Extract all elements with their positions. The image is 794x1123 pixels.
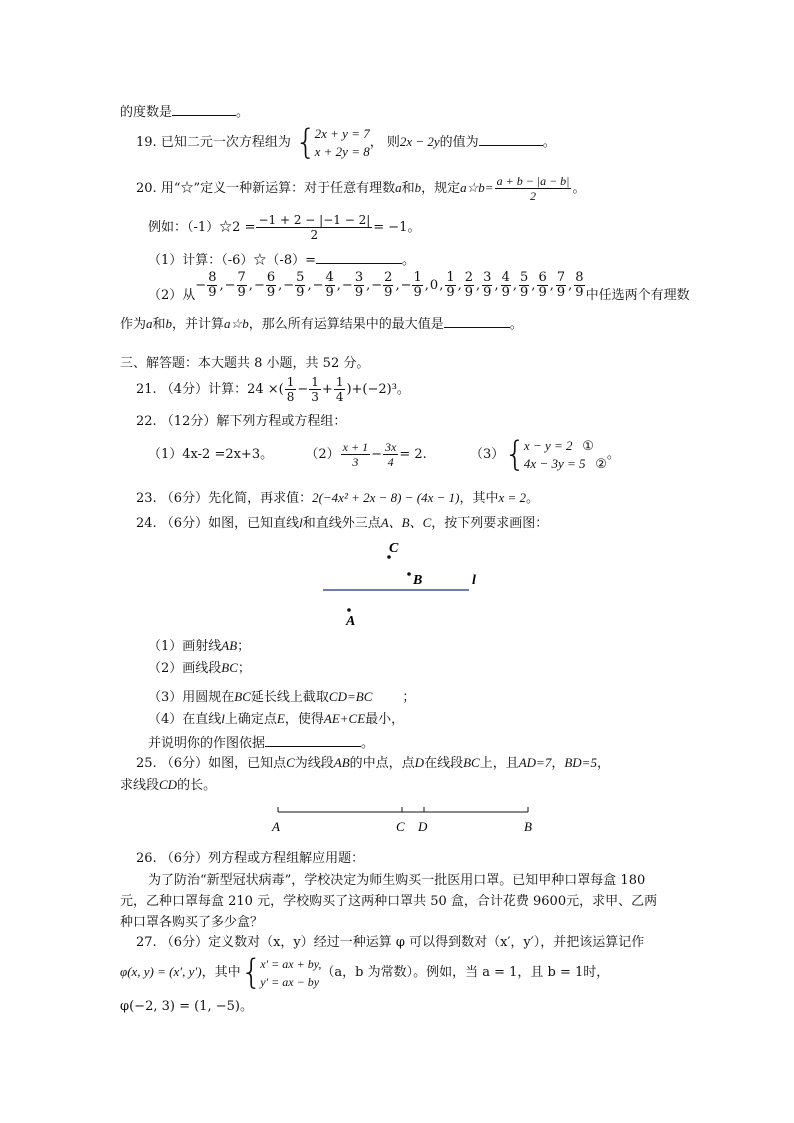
q24-s4e: E <box>276 711 285 726</box>
q27-eq2: y′ = ax − by <box>260 974 320 989</box>
fraction-item: $\frac{4}{9}$ <box>501 270 510 300</box>
q23-expr: 2(−4x² + 2x − 8) − (4x − 1) <box>312 490 460 505</box>
q27-phi: φ(x, y) = (x′, y′) <box>120 964 202 979</box>
q20-ex-den: 2 <box>310 228 319 242</box>
q25-bd: BD=5 <box>564 755 597 770</box>
q24-s3e: ； <box>402 690 416 705</box>
q26-line4: 种口罩各购买了多少盒？ <box>120 915 264 930</box>
circled-one-icon: ① <box>582 437 594 453</box>
q20-p2-lead: （2）从 <box>148 288 196 303</box>
q20-p1-text: （1）计算：（-6）☆（-8）= <box>148 253 316 268</box>
q22-part1: （1）4x-2 =2x+3。 <box>148 447 274 462</box>
fraction-item: − $\frac{1}{9}$ <box>400 270 422 300</box>
q20-lead: 用“☆”定义一种新运算：对于任意有理数 <box>160 181 396 196</box>
q20-p2-end: ，那么所有运算结果中的最大值是 <box>248 317 444 332</box>
q24-s3v: BC <box>234 689 251 704</box>
point-b <box>407 572 411 576</box>
q20-p2-expr: a☆b <box>224 316 249 331</box>
q21-expr-a: 24 ×( <box>247 382 284 397</box>
q24-s4: （4）在直线 <box>148 712 222 727</box>
q19-mid: ， 则 <box>369 135 400 150</box>
question-24 <box>136 514 548 533</box>
q21-f3-den: 4 <box>335 390 344 404</box>
fraction-item: $\frac{1}{9}$ <box>446 270 455 300</box>
q24-mid: 和直线外三点 <box>302 516 381 531</box>
q23-text: 23. （6分）先化简，再求值： <box>136 491 313 506</box>
q24-tail: ，按下列要求画图： <box>431 516 549 531</box>
label-b: B <box>413 573 423 588</box>
fraction-list: − $\frac{8}{9}$ ,− $\frac{7}{9}$ ,− $\frac{6}{9}$ ,− $\frac{5}{9}$ ,− $\frac{4}{9}$ ,− $\frac{3}{9}$ ,− $\frac{2}{9}$ ,− $\frac{1}{9}$ ,0, $\frac{1}{9}$ , $\frac{2}{9}$ , $\frac{3}{9}$ , $\frac{4}{9}$ , $\frac{5}{9}$ , $\frac{6}{9}$ , $\frac{7}{9}$ , $\frac{8}{9}$ <box>195 270 584 300</box>
q22-part3-label: （3） <box>470 447 505 462</box>
fraction-item: $\frac{5}{9}$ <box>520 270 529 300</box>
q20-p2-tail: 中任选两个有理数 <box>585 288 690 303</box>
answer-blank <box>265 732 361 747</box>
q25-comma: ， <box>551 756 565 771</box>
brace-icon: { <box>240 952 263 993</box>
q24-s2e: ； <box>237 661 251 676</box>
q24-s1v: AB <box>221 638 238 653</box>
top-text: 的度数是 <box>120 105 173 120</box>
fraction-item: $\frac{7}{9}$ <box>556 270 566 300</box>
q24-s4m: 上确定点 <box>224 712 277 727</box>
q20-example <box>148 208 420 248</box>
q22-p2-f2-num: 3x <box>385 440 397 454</box>
q20-p2-dot: 。 <box>509 317 523 332</box>
q23-cond: x = 2 <box>498 490 527 505</box>
q25-cd: CD <box>159 777 178 792</box>
q24-s4z: 最小， <box>365 712 405 727</box>
q19-tail: 的值为 <box>439 135 479 150</box>
q23-end: 。 <box>526 491 540 506</box>
q24-step5 <box>148 732 374 753</box>
q25-line2-text: 求线段 <box>120 778 160 793</box>
brace-icon: { <box>294 122 317 163</box>
fraction-item: $\frac{3}{9}$ <box>483 270 492 300</box>
q21-f2-num: 1 <box>311 375 319 389</box>
q24-s3m: 延长线上截取 <box>250 690 329 705</box>
q23-tail: ，其中 <box>459 491 499 506</box>
q21-plus: + <box>321 382 333 397</box>
question-21 <box>136 372 410 408</box>
fraction-item: $\frac{6}{9}$ <box>538 270 547 300</box>
q25-dd: 在线段 <box>424 756 464 771</box>
q21-f1-num: 1 <box>286 375 295 389</box>
answer-blank <box>444 313 510 328</box>
q20-p2-a: a <box>146 316 153 331</box>
q19-end: 。 <box>542 135 556 150</box>
circled-two-icon: ② <box>595 455 607 471</box>
q24-s1: （1）画射线 <box>148 639 222 654</box>
question-22: 22. （12分）解下列方程或方程组： <box>136 414 347 429</box>
q21-f3-num: 1 <box>335 375 344 389</box>
question-23 <box>136 489 539 508</box>
q24-step1 <box>148 637 250 656</box>
q25-ab: AB <box>333 755 350 770</box>
q20-and: 和 <box>401 181 415 196</box>
q27-line3: φ(−2, 3) = (1, −5)。 <box>120 999 253 1014</box>
q24-s4c: AE+CE <box>323 711 366 726</box>
q25-line2 <box>120 776 216 795</box>
fraction-item: − $\frac{5}{9}$ <box>283 270 305 300</box>
q20-part2-line2 <box>120 313 523 334</box>
q24-s5: 并说明你的作图依据 <box>148 736 266 751</box>
question-20 <box>136 168 586 209</box>
q24-s3: （3）用圆规在 <box>148 690 235 705</box>
q24-pts: A、B、C <box>380 515 432 530</box>
q24-step4 <box>148 710 404 729</box>
q24-s4l: l <box>221 711 225 726</box>
q25-c: C <box>286 755 295 770</box>
q25-ad: AD=7 <box>518 755 552 770</box>
q20-rule: ，规定 <box>421 181 461 196</box>
q24-s2v: BC <box>221 660 238 675</box>
answer-blank <box>172 101 236 116</box>
section-3-heading: 三、解答题：本大题共 8 小题，共 52 分。 <box>120 356 370 371</box>
label-l: l <box>472 573 476 588</box>
q22-part3 <box>470 433 620 477</box>
q20-ex-num: −1 + 2 − |−1 − 2| <box>258 213 371 227</box>
q22-p2-f1-den: 3 <box>352 455 359 469</box>
q22-p3-end: 。 <box>606 447 620 462</box>
q25-comma2: ， <box>596 756 610 771</box>
fraction-item: − $\frac{3}{9}$ <box>341 270 364 300</box>
q20-number: 20. <box>136 181 157 196</box>
q21-minus: − <box>297 382 309 397</box>
q22-p2-minus: − <box>371 447 383 462</box>
q24-figure <box>300 536 520 631</box>
q27-line2 <box>120 952 609 993</box>
top-line <box>120 101 249 122</box>
top-end: 。 <box>236 105 250 120</box>
q20-end: 。 <box>572 181 586 196</box>
q20-p2-b: b <box>165 316 173 331</box>
q20-def: a☆b= <box>460 180 494 195</box>
q24-s1e: ； <box>237 639 251 654</box>
q20-p2-mid: ，并计算 <box>172 317 225 332</box>
fraction-item: − $\frac{7}{9}$ <box>224 270 246 300</box>
question-25 <box>136 754 610 773</box>
q22-p3-eq1: x − y = 2 <box>523 437 573 453</box>
q20-a: a <box>395 180 402 195</box>
q21-f2-den: 3 <box>311 390 319 404</box>
q24-text: 24. （6分）如图，已知直线 <box>136 516 300 531</box>
fraction-item: − $\frac{8}{9}$ <box>195 270 217 300</box>
q24-step3 <box>148 688 415 707</box>
label-c: C <box>396 819 405 834</box>
fraction-item: − $\frac{4}{9}$ <box>312 270 334 300</box>
q27-eq1: x′ = ax + by, <box>260 956 322 971</box>
q20-frac-den: 2 <box>530 189 537 203</box>
q25-e: 上，且 <box>479 756 519 771</box>
q21-tail: )+(−2)³。 <box>346 382 410 397</box>
label-c: C <box>389 541 399 556</box>
fraction-item: $\frac{8}{9}$ <box>575 270 584 300</box>
q26-line2: 为了防治“新型冠状病毒”，学校决定为师生购买一批医用口罩。已知甲种口罩每盒 180 <box>148 873 646 888</box>
label-b: B <box>524 819 532 834</box>
point-a <box>347 608 351 612</box>
q24-l: l <box>299 515 303 530</box>
fraction-item: − $\frac{6}{9}$ <box>253 270 276 300</box>
q20-p1-end: 。 <box>402 253 416 268</box>
question-19 <box>136 122 556 163</box>
q22-p2-f1-num: x + 1 <box>342 440 369 454</box>
brace-icon: { <box>504 434 526 475</box>
question-27: 27. （6分）定义数对（x，y）经过一种运算 φ 可以得到数对（x′，y′），并把该运算记作 <box>136 935 645 950</box>
q19-eq2: x + 2y = 8 <box>314 143 370 159</box>
q26-line3: 元，乙种口罩每盒 210 元，学校购买了这两种口罩共 50 盒，合计花费 9600元，求甲、乙两 <box>120 894 658 909</box>
q20-p2-line2: 作为 <box>120 317 147 332</box>
q21-text: 21. （4分）计算： <box>136 382 248 397</box>
q20-p2-and: 和 <box>152 317 166 332</box>
q24-s4t: ，使得 <box>284 712 324 727</box>
q24-s5e: 。 <box>361 736 375 751</box>
q25-line2-end: 的长。 <box>177 778 217 793</box>
q25-bc: BC <box>463 755 480 770</box>
answer-blank <box>316 249 402 264</box>
q19-lead: 已知二元一次方程组为 <box>160 135 291 150</box>
q25-a: 25. （6分）如图，已知点 <box>136 756 287 771</box>
q20-part2 <box>148 266 690 316</box>
q19-eq1: 2x + y = 7 <box>314 125 370 141</box>
answer-blank <box>479 131 543 146</box>
q20-frac-num: a + b − |a − b| <box>496 174 570 188</box>
q20-ex-res: = −1。 <box>373 220 421 235</box>
q25-figure <box>266 804 546 836</box>
q24-s3c: CD=BC <box>328 689 373 704</box>
label-a: A <box>272 819 280 834</box>
q27-where: ，其中 <box>201 965 241 980</box>
q22-parts <box>148 435 427 475</box>
q20-example-text: 例如：（-1）☆2 = <box>148 220 256 235</box>
fraction-item: − $\frac{2}{9}$ <box>371 270 393 300</box>
fraction-item: 0 <box>429 278 439 293</box>
q22-part2-label: （2） <box>305 447 340 462</box>
q25-b: 为线段 <box>294 756 334 771</box>
q27-tail: （a，b 为常数）。例如，当 a = 1，且 b = 1时， <box>321 965 610 980</box>
q22-p2-tail: = 2. <box>399 447 427 462</box>
q22-p3-eq2: 4x − 3y = 5 <box>523 455 586 471</box>
question-26: 26. （6分）列方程或方程组解应用题： <box>136 851 365 866</box>
label-d: D <box>418 819 428 834</box>
q22-p2-f2-den: 4 <box>387 455 394 469</box>
fraction-item: $\frac{2}{9}$ <box>464 270 474 300</box>
q24-s2: （2）画线段 <box>148 661 222 676</box>
q25-d: D <box>414 755 425 770</box>
label-a: A <box>346 614 356 629</box>
q19-expr: 2x − 2y <box>399 134 440 149</box>
q19-number: 19. <box>136 135 157 150</box>
q25-cc: 的中点，点 <box>349 756 415 771</box>
q21-f1-den: 8 <box>286 390 295 404</box>
q20-b: b <box>414 180 422 195</box>
q24-step2 <box>148 659 251 678</box>
